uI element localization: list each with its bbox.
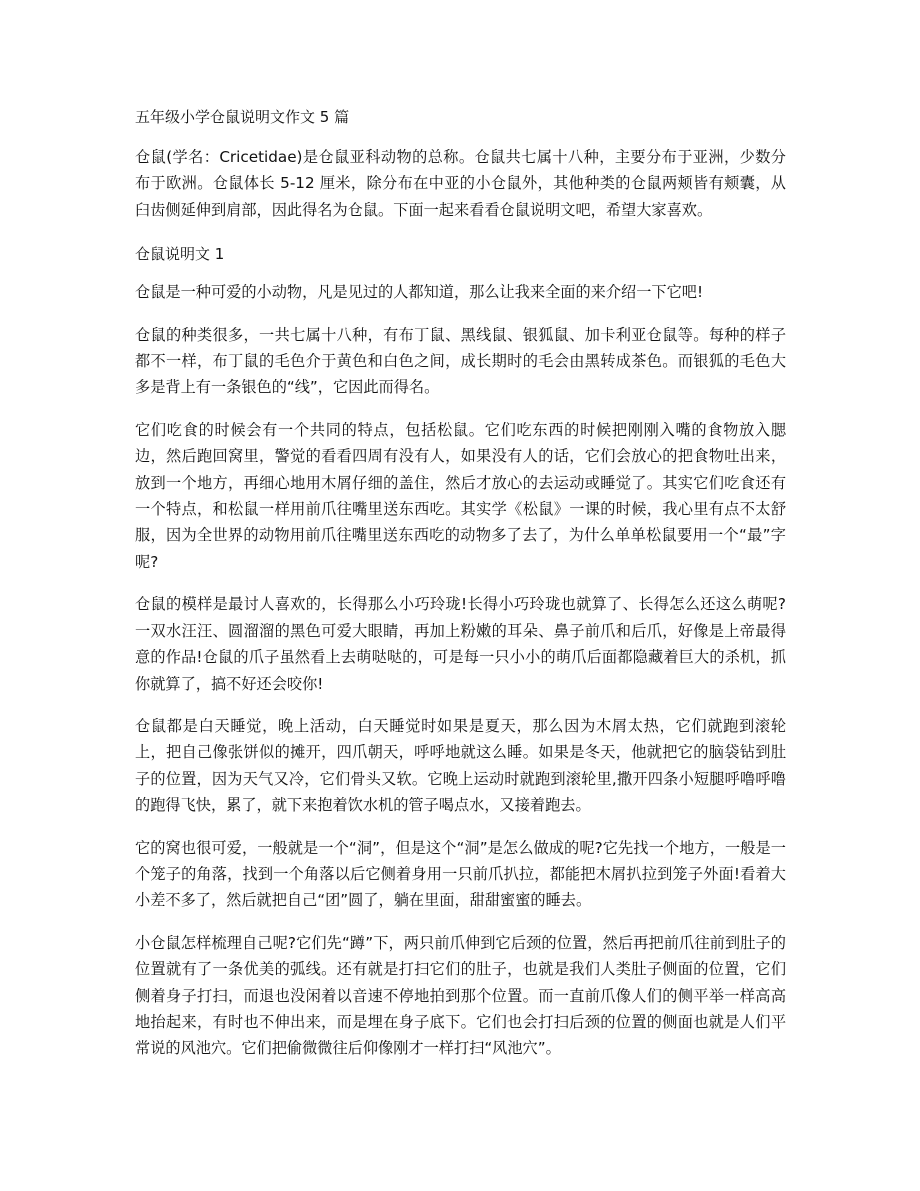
intro-paragraph: 仓鼠(学名：Cricetidae)是仓鼠亚科动物的总称。仓鼠共七属十八种，主要分布于亚洲，少数分布于欧洲。仓鼠体长 5-12 厘米，除分布在中亚的小仓鼠外，其他种类的仓鼠两颊皆有颊囊，从臼齿侧延伸到肩部，因此得名为仓鼠。下面一起来看看仓鼠说明文吧，希望大家喜欢。: [135, 148, 786, 219]
document-page: [135, 102, 786, 1078]
document-title: 五年级小学仓鼠说明文作文 5 篇: [135, 108, 350, 126]
body-paragraph: 它们吃食的时候会有一个共同的特点，包括松鼠。它们吃东西的时候把刚刚入嘴的食物放入腮边，然后跑回窝里，警觉的看看四周有没有人，如果没有人的话，它们会放心的把食物吐出来，放到一个地方，再细心地用木屑仔细的盖住，然后才放心的去运动或睡觉了。其实它们吃食还有一个特点，和松鼠一样用前爪往嘴里送东西吃。其实学《松鼠》一课的时候，我心里有点不太舒服，因为全世界的动物用前爪往嘴里送东西吃的动物多了去了，为什么单单松鼠要用一个“最”字呢?: [135, 420, 786, 571]
body-paragraph: 仓鼠的模样是最讨人喜欢的，长得那么小巧玲珑!长得小巧玲珑也就算了、长得怎么还这么萌呢?一双水汪汪、圆溜溜的黑色可爱大眼睛，再加上粉嫩的耳朵、鼻子前爪和后爪，好像是上帝最得意的作品!仓鼠的爪子虽然看上去萌哒哒的，可是每一只小小的萌爪后面都隐藏着巨大的杀机，抓你就算了，搞不好还会咬你!: [135, 595, 786, 693]
body-paragraph: 仓鼠的种类很多，一共七属十八种，有布丁鼠、黑线鼠、银狐鼠、加卡利亚仓鼠等。每种的样子都不一样，布丁鼠的毛色介于黄色和白色之间，成长期时的毛会由黑转成茶色。而银狐的毛色大多是背上有一条银色的“线”，它因此而得名。: [135, 325, 786, 397]
section-heading: 仓鼠说明文 1: [135, 245, 225, 264]
body-paragraph: 仓鼠都是白天睡觉，晚上活动，白天睡觉时如果是夏天，那么因为木屑太热，它们就跑到滚轮上，把自己像张饼似的摊开，四爪朝天，呼呼地就这么睡。如果是冬天，他就把它的脑袋钻到肚子的位置，因为天气又冷，它们骨头又软。它晚上运动时就跑到滚轮里,撒开四条小短腿呼噜呼噜的跑得飞快，累了，就下来抱着饮水机的管子喝点水，又接着跑去。: [135, 716, 786, 815]
body-paragraph: 它的窝也很可爱，一般就是一个“洞”，但是这个“洞”是怎么做成的呢?它先找一个地方，一般是一个笼子的角落，找到一个角落以后它侧着身用一只前爪扒拉，都能把木屑扒拉到笼子外面!看着大小差不多了，然后就把自己“团”圆了，躺在里面，甜甜蜜蜜的睡去。: [135, 838, 786, 910]
body-paragraph: 小仓鼠怎样梳理自己呢?它们先“蹲”下，两只前爪伸到它后颈的位置，然后再把前爪往前到肚子的位置就有了一条优美的弧线。还有就是打扫它们的肚子，也就是我们人类肚子侧面的位置，它们侧着身子打扫，而退也没闲着以音速不停地拍到那个位置。而一直前爪像人们的侧平举一样高高地抬起来，有时也不伸出来，而是埋在身子底下。它们也会打扫后颈的位置的侧面也就是人们平常说的风池穴。它们把偷微微往后仰像刚才一样打扫“风池穴”。: [135, 933, 786, 1058]
body-paragraph: 仓鼠是一种可爱的小动物，凡是见过的人都知道，那么让我来全面的来介绍一下它吧!: [135, 283, 704, 302]
